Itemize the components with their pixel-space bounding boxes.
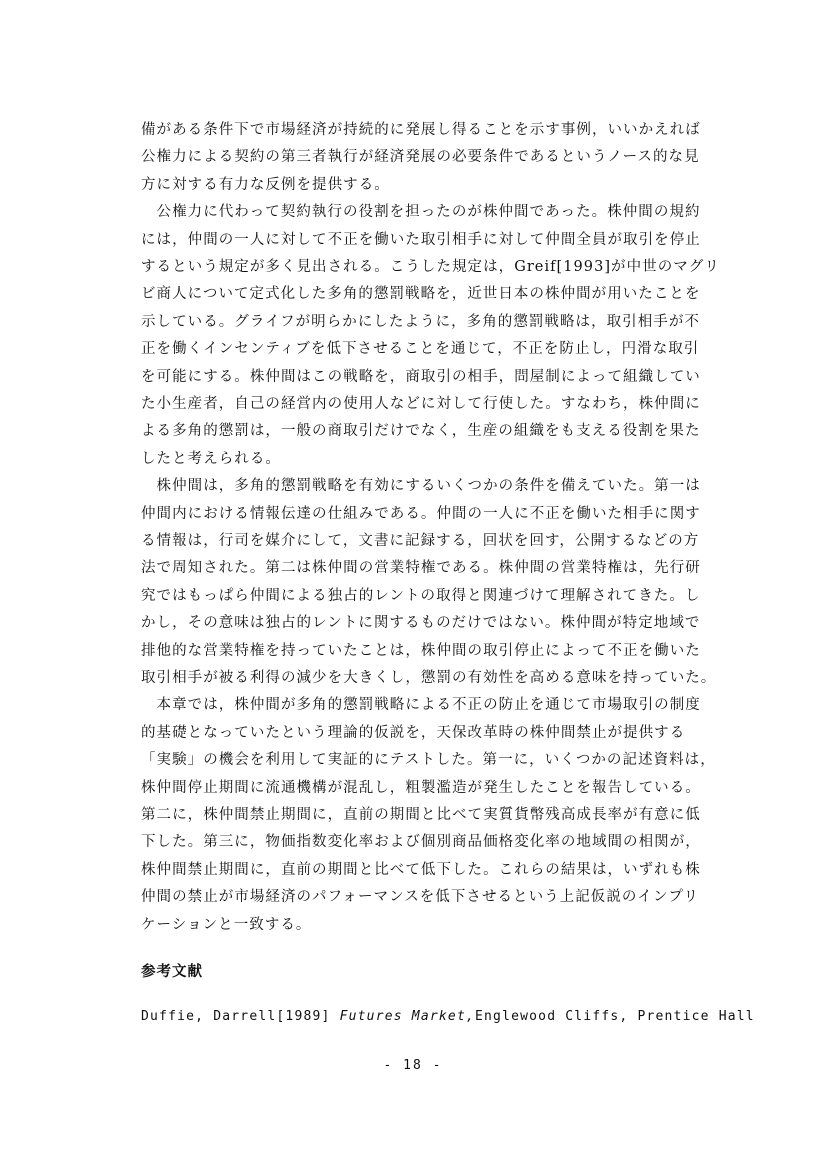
body-text-line: 下した。第三に，物価指数変化率および個別商品価格変化率の地域間の相関が， [141, 834, 701, 851]
body-text-line: を可能にする。株仲間はこの戦略を，商取引の相手，問屋制によって組織してい [141, 368, 701, 385]
body-text-line: 法で周知された。第二は株仲間の営業特権である。株仲間の営業特権は，先行研 [141, 560, 701, 577]
body-text-line: かし，その意味は独占的レントに関するものだけではない。株仲間が特定地域で [141, 615, 701, 632]
body-text-line: ビ商人について定式化した多角的懲罰戦略を，近世日本の株仲間が用いたことを [141, 286, 701, 303]
body-text-line: 排他的な営業特権を持っていたことは，株仲間の取引停止によって不正を働いた [141, 642, 701, 659]
body-text-line: 本章では，株仲間が多角的懲罰戦略による不正の防止を通じて市場取引の制度 [141, 697, 701, 714]
body-text-line: 第二に，株仲間禁止期間に，直前の期間と比べて実質貨幣残高成長率が有意に低 [141, 807, 701, 823]
reference-entry [141, 1009, 755, 1024]
body-text-line: よる多角的懲罰は，一般の商取引だけでなく，生産の組織をも支える役割を果た [141, 423, 701, 440]
body-text-line: 方に対する有力な反例を提供する。 [141, 176, 390, 193]
body-text-line: 株仲間禁止期間に，直前の期間と比べて低下した。これらの結果は，いずれも株 [141, 861, 701, 878]
body-text-line: 仲間内における情報伝達の仕組みである。仲間の一人に不正を働いた相手に関す [141, 505, 701, 522]
body-text-line: 備がある条件下で市場経済が持続的に発展し得ることを示す事例，いいかえれば [141, 122, 701, 138]
body-text-line: には，仲間の一人に対して不正を働いた取引相手に対して仲間全員が取引を停止 [141, 231, 701, 248]
body-text-line: 的基礎となっていたという理論的仮説を，天保改革時の株仲間禁止が提供する [141, 724, 686, 741]
body-text-line: するという規定が多く見出される。こうした規定は，Greif[1993]が中世のマグリ [141, 259, 720, 275]
reference-author: Duffie, Darrell[1989] [141, 1009, 340, 1024]
body-text-line: 取引相手が被る利得の減少を大きくし，懲罰の有効性を高める意味を持っていた。 [141, 670, 717, 686]
body-text-line: る情報は，行司を媒介にして，文書に記録する，回状を回す，公開するなどの方 [141, 533, 700, 549]
body-text-line: 仲間の禁止が市場経済のパフォーマンスを低下させるという上記仮説のインプリ [141, 889, 700, 906]
body-text-line: 公権力による契約の第三者執行が経済発展の必要条件であるというノース的な見 [141, 149, 700, 166]
reference-publisher: Englewood Cliffs, Prentice Hall [475, 1009, 755, 1024]
references-heading: 参考文献 [141, 964, 203, 980]
body-text-line: た小生産者，自己の経営内の使用人などに対して行使した。すなわち，株仲間に [141, 396, 701, 412]
reference-title: Futures Market, [339, 1009, 475, 1024]
page-number: - 18 - [383, 1058, 443, 1073]
body-text-line: したと考えられる。 [141, 450, 281, 467]
body-text-line: 株仲間は，多角的懲罰戦略を有効にするいくつかの条件を備えていた。第一は [141, 478, 701, 495]
body-text-line: 株仲間停止期間に流通機構が混乱し，粗製濫造が発生したことを報告している。 [141, 779, 701, 796]
body-text-line: 究ではもっぱら仲間による独占的レントの取得と関連づけて理解されてきた。し [141, 587, 701, 604]
body-text-line: ケーションと一致する。 [141, 916, 312, 933]
body-text-line: 示している。グライフが明らかにしたように，多角的懲罰戦略は，取引相手が不 [141, 313, 700, 330]
body-text-line: 正を働くインセンティブを低下させることを通じて，不正を防止し，円滑な取引 [141, 341, 700, 358]
body-text-line: 「実験」の機会を利用して実証的にテストした。第一に，いくつかの記述資料は， [141, 752, 716, 769]
body-text-line: 公権力に代わって契約執行の役割を担ったのが株仲間であった。株仲間の規約 [141, 204, 701, 221]
